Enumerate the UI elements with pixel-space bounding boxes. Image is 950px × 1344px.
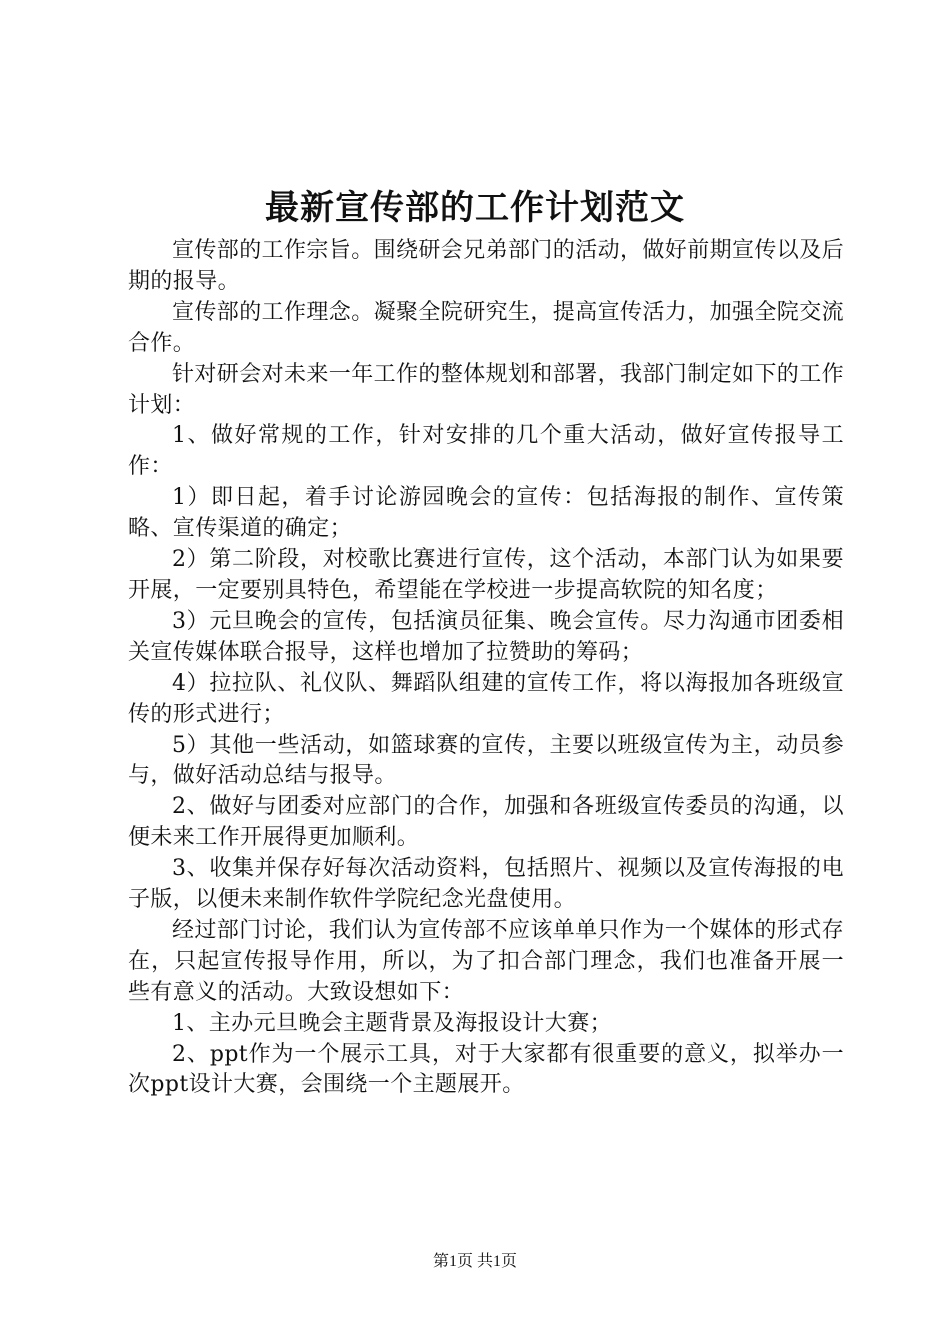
paragraph: 3）元旦晚会的宣传，包括演员征集、晚会宣传。尽力沟通市团委相关宣传媒体联合报导，这样也增加了拉赞助的筹码；	[128, 608, 844, 665]
paragraph: 1、做好常规的工作，针对安排的几个重大活动，做好宣传报导工作：	[128, 423, 844, 480]
paragraph: 宣传部的工作宗旨。围绕研会兄弟部门的活动，做好前期宣传以及后期的报导。	[128, 238, 845, 294]
paragraph: 经过部门讨论，我们认为宣传部不应该单单只作为一个媒体的形式存在，只起宣传报导作用，所以，为了扣合部门理念，我们也准备开展一些有意义的活动。大致设想如下：	[128, 917, 845, 1005]
page-number-label: 第1页 共1页	[432, 1253, 517, 1270]
paragraph: 3、收集并保存好每次活动资料，包括照片、视频以及宣传海报的电子版，以便未来制作软件学院纪念光盘使用。	[128, 856, 844, 913]
paragraph: 1）即日起，着手讨论游园晚会的宣传：包括海报的制作、宣传策略、宣传渠道的确定；	[128, 485, 844, 542]
document-title: 最新宣传部的工作计划范文	[265, 188, 685, 228]
paragraph: 2、ppt作为一个展示工具，对于大家都有很重要的意义，拟举办一次ppt设计大赛，会围绕一个主题展开。	[128, 1041, 844, 1098]
paragraph: 1、主办元旦晚会主题背景及海报设计大赛；	[172, 1010, 612, 1036]
page-footer	[0, 1252, 950, 1272]
paragraph: 2）第二阶段，对校歌比赛进行宣传，这个活动，本部门认为如果要开展，一定要别具特色，希望能在学校进一步提高软院的知名度；	[128, 547, 844, 603]
paragraph: 宣传部的工作理念。凝聚全院研究生，提高宣传活力，加强全院交流合作。	[128, 299, 845, 356]
paragraph: 2、做好与团委对应部门的合作，加强和各班级宣传委员的沟通，以便未来工作开展得更加顺利。	[128, 794, 844, 851]
paragraph: 4）拉拉队、礼仪队、舞蹈队组建的宣传工作，将以海报加各班级宣传的形式进行；	[128, 670, 844, 727]
document-body	[128, 236, 844, 1101]
paragraph: 5）其他一些活动，如篮球赛的宣传，主要以班级宣传为主，动员参与，做好活动总结与报导。	[128, 732, 844, 789]
paragraph: 针对研会对未来一年工作的整体规划和部署，我部门制定如下的工作计划：	[128, 361, 845, 418]
